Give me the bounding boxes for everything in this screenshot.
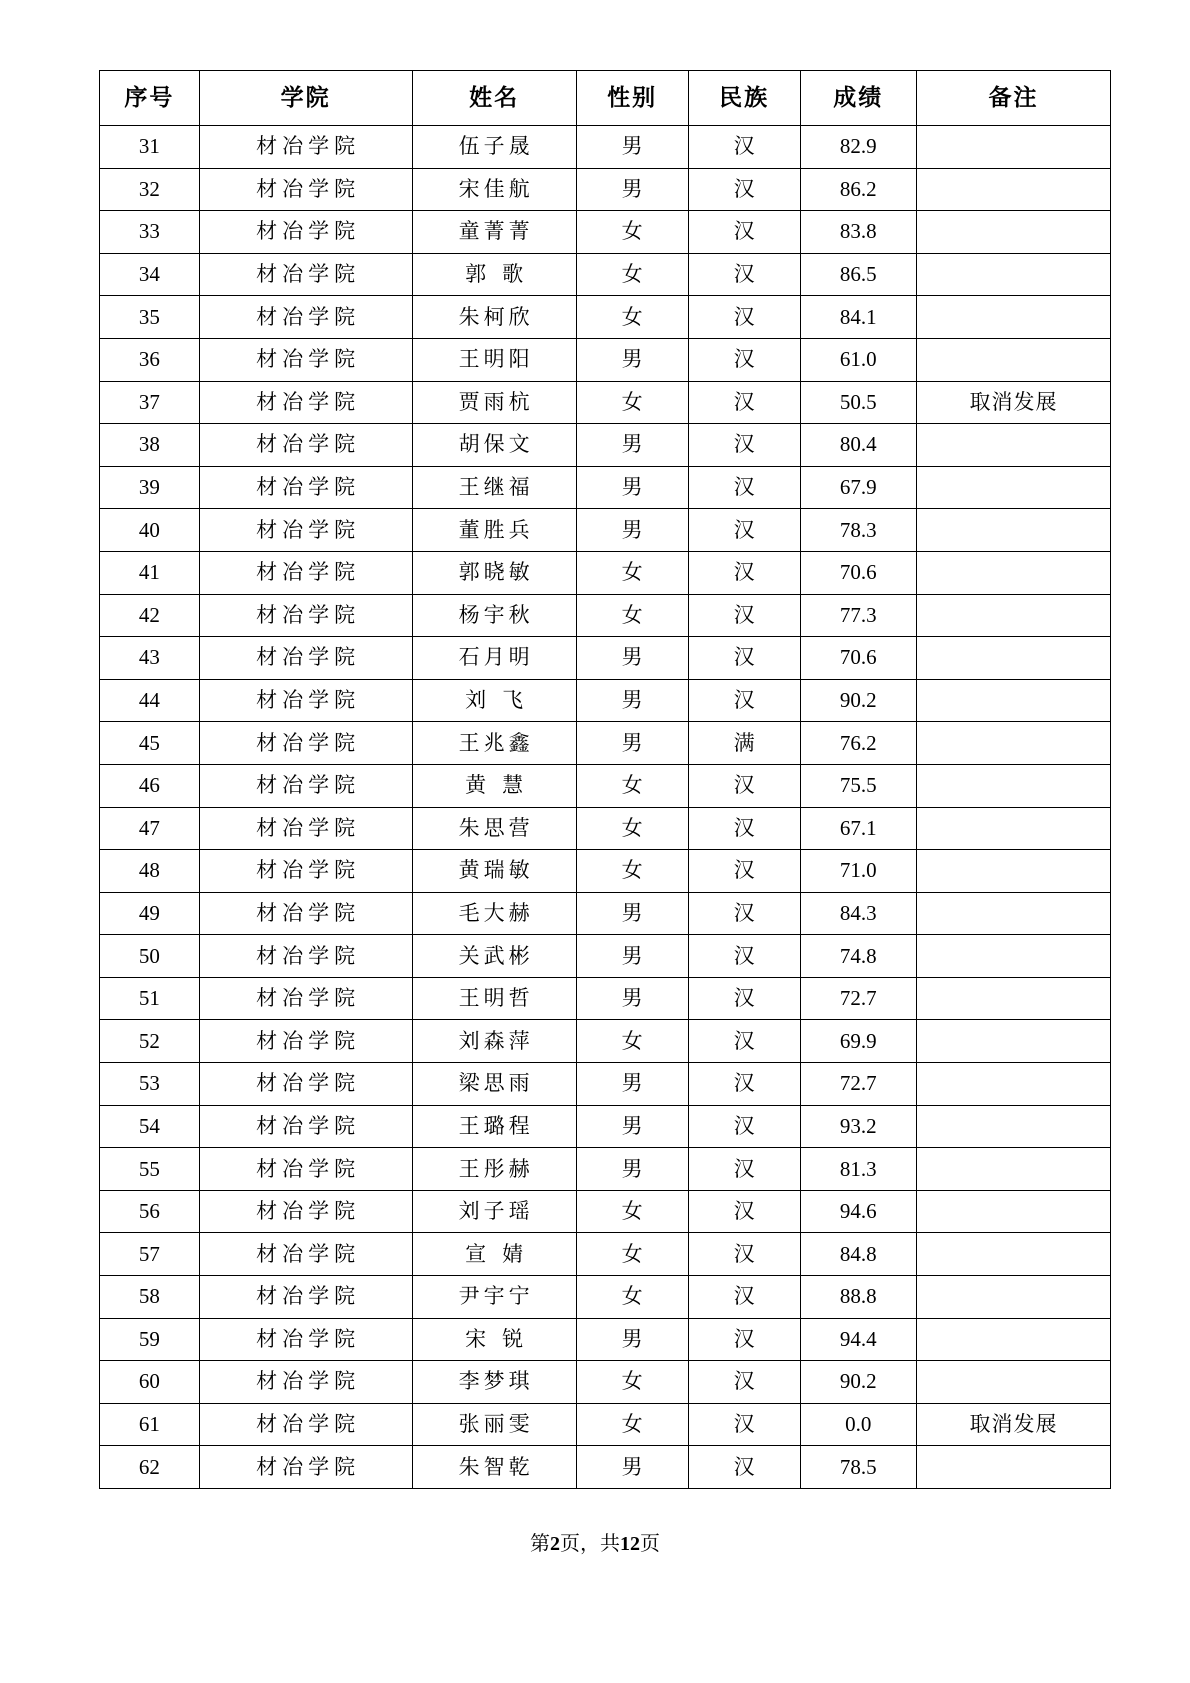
cell-name: 王明哲 (412, 977, 576, 1020)
cell-college: 材冶学院 (199, 892, 412, 935)
cell-score: 78.3 (800, 509, 916, 552)
cell-college: 材冶学院 (199, 594, 412, 637)
cell-gender: 女 (576, 594, 688, 637)
cell-score: 78.5 (800, 1446, 916, 1489)
cell-remark (916, 722, 1110, 765)
cell-gender: 女 (576, 764, 688, 807)
table-row (100, 296, 1111, 339)
cell-remark (916, 1446, 1110, 1489)
cell-gender: 女 (576, 551, 688, 594)
cell-name: 朱柯欣 (412, 296, 576, 339)
cell-ethnicity: 汉 (688, 1318, 800, 1361)
cell-score: 84.3 (800, 892, 916, 935)
column-header-college: 学院 (199, 71, 412, 126)
cell-remark (916, 466, 1110, 509)
cell-index: 59 (100, 1318, 200, 1361)
cell-score: 70.6 (800, 551, 916, 594)
table-row (100, 126, 1111, 169)
cell-college: 材冶学院 (199, 381, 412, 424)
cell-name: 宋佳航 (412, 168, 576, 211)
cell-college: 材冶学院 (199, 1105, 412, 1148)
table-row (100, 1276, 1111, 1319)
cell-ethnicity: 汉 (688, 1276, 800, 1319)
cell-index: 42 (100, 594, 200, 637)
cell-score: 80.4 (800, 424, 916, 467)
cell-name: 石月明 (412, 637, 576, 680)
cell-index: 43 (100, 637, 200, 680)
cell-gender: 男 (576, 168, 688, 211)
table-row (100, 211, 1111, 254)
cell-score: 84.8 (800, 1233, 916, 1276)
cell-score: 84.1 (800, 296, 916, 339)
cell-college: 材冶学院 (199, 807, 412, 850)
cell-index: 62 (100, 1446, 200, 1489)
cell-gender: 男 (576, 126, 688, 169)
cell-ethnicity: 汉 (688, 338, 800, 381)
cell-remark (916, 764, 1110, 807)
cell-name: 王继福 (412, 466, 576, 509)
cell-ethnicity: 汉 (688, 764, 800, 807)
cell-ethnicity: 汉 (688, 168, 800, 211)
cell-score: 82.9 (800, 126, 916, 169)
cell-college: 材冶学院 (199, 1148, 412, 1191)
cell-gender: 男 (576, 1446, 688, 1489)
cell-score: 75.5 (800, 764, 916, 807)
cell-college: 材冶学院 (199, 253, 412, 296)
cell-index: 57 (100, 1233, 200, 1276)
cell-index: 38 (100, 424, 200, 467)
table-row (100, 1318, 1111, 1361)
cell-score: 90.2 (800, 679, 916, 722)
cell-college: 材冶学院 (199, 637, 412, 680)
cell-index: 60 (100, 1361, 200, 1404)
table-row (100, 424, 1111, 467)
cell-score: 69.9 (800, 1020, 916, 1063)
cell-ethnicity: 汉 (688, 1403, 800, 1446)
table-row (100, 1446, 1111, 1489)
cell-ethnicity: 汉 (688, 211, 800, 254)
table-row (100, 1148, 1111, 1191)
cell-ethnicity: 汉 (688, 977, 800, 1020)
cell-score: 94.4 (800, 1318, 916, 1361)
cell-ethnicity: 汉 (688, 296, 800, 339)
cell-remark (916, 594, 1110, 637)
table-header-row (100, 71, 1111, 126)
cell-college: 材冶学院 (199, 1403, 412, 1446)
cell-ethnicity: 汉 (688, 1020, 800, 1063)
cell-college: 材冶学院 (199, 1276, 412, 1319)
cell-remark (916, 1105, 1110, 1148)
cell-gender: 女 (576, 253, 688, 296)
cell-remark (916, 1361, 1110, 1404)
cell-ethnicity: 汉 (688, 594, 800, 637)
cell-college: 材冶学院 (199, 1318, 412, 1361)
cell-name: 郭歌 (412, 253, 576, 296)
cell-gender: 女 (576, 1020, 688, 1063)
cell-ethnicity: 汉 (688, 1233, 800, 1276)
cell-gender: 男 (576, 338, 688, 381)
cell-index: 48 (100, 850, 200, 893)
cell-index: 46 (100, 764, 200, 807)
cell-name: 关武彬 (412, 935, 576, 978)
cell-college: 材冶学院 (199, 1361, 412, 1404)
roster-table (99, 70, 1111, 1489)
cell-remark (916, 807, 1110, 850)
cell-score: 72.7 (800, 1063, 916, 1106)
cell-college: 材冶学院 (199, 1063, 412, 1106)
cell-ethnicity: 汉 (688, 381, 800, 424)
cell-index: 33 (100, 211, 200, 254)
table-row (100, 381, 1111, 424)
cell-index: 51 (100, 977, 200, 1020)
cell-index: 49 (100, 892, 200, 935)
cell-remark (916, 977, 1110, 1020)
table-row (100, 637, 1111, 680)
cell-college: 材冶学院 (199, 126, 412, 169)
table-row (100, 977, 1111, 1020)
cell-remark (916, 1020, 1110, 1063)
cell-ethnicity: 汉 (688, 1446, 800, 1489)
cell-gender: 女 (576, 1403, 688, 1446)
cell-ethnicity: 汉 (688, 466, 800, 509)
cell-college: 材冶学院 (199, 1190, 412, 1233)
footer-suffix: 页 (640, 1533, 660, 1555)
cell-gender: 女 (576, 807, 688, 850)
column-header-index: 序号 (100, 71, 200, 126)
cell-index: 36 (100, 338, 200, 381)
cell-index: 31 (100, 126, 200, 169)
cell-ethnicity: 汉 (688, 424, 800, 467)
cell-name: 梁思雨 (412, 1063, 576, 1106)
cell-score: 93.2 (800, 1105, 916, 1148)
cell-college: 材冶学院 (199, 679, 412, 722)
table-row (100, 1063, 1111, 1106)
cell-index: 53 (100, 1063, 200, 1106)
cell-index: 44 (100, 679, 200, 722)
cell-name: 张丽雯 (412, 1403, 576, 1446)
cell-remark: 取消发展 (916, 1403, 1110, 1446)
cell-ethnicity: 满 (688, 722, 800, 765)
table-row (100, 168, 1111, 211)
footer-middle: 页，共 (560, 1533, 620, 1555)
cell-remark (916, 679, 1110, 722)
cell-name: 杨宇秋 (412, 594, 576, 637)
cell-ethnicity: 汉 (688, 1063, 800, 1106)
cell-gender: 男 (576, 424, 688, 467)
cell-gender: 女 (576, 381, 688, 424)
cell-score: 50.5 (800, 381, 916, 424)
cell-name: 刘子瑶 (412, 1190, 576, 1233)
cell-name: 毛大赫 (412, 892, 576, 935)
cell-gender: 女 (576, 1276, 688, 1319)
cell-score: 74.8 (800, 935, 916, 978)
cell-score: 67.1 (800, 807, 916, 850)
cell-index: 41 (100, 551, 200, 594)
cell-name: 王兆鑫 (412, 722, 576, 765)
cell-name: 黄瑞敏 (412, 850, 576, 893)
cell-gender: 男 (576, 892, 688, 935)
cell-index: 34 (100, 253, 200, 296)
cell-college: 材冶学院 (199, 722, 412, 765)
cell-name: 宋锐 (412, 1318, 576, 1361)
cell-remark (916, 637, 1110, 680)
cell-remark (916, 211, 1110, 254)
cell-college: 材冶学院 (199, 764, 412, 807)
table-row (100, 466, 1111, 509)
cell-name: 童菁菁 (412, 211, 576, 254)
cell-score: 81.3 (800, 1148, 916, 1191)
cell-remark (916, 1233, 1110, 1276)
cell-remark (916, 892, 1110, 935)
cell-index: 37 (100, 381, 200, 424)
cell-remark (916, 551, 1110, 594)
cell-ethnicity: 汉 (688, 126, 800, 169)
cell-index: 45 (100, 722, 200, 765)
cell-index: 35 (100, 296, 200, 339)
cell-college: 材冶学院 (199, 466, 412, 509)
cell-score: 70.6 (800, 637, 916, 680)
cell-name: 王璐程 (412, 1105, 576, 1148)
cell-college: 材冶学院 (199, 168, 412, 211)
cell-remark (916, 126, 1110, 169)
cell-remark (916, 168, 1110, 211)
cell-remark: 取消发展 (916, 381, 1110, 424)
cell-remark (916, 509, 1110, 552)
cell-name: 朱智乾 (412, 1446, 576, 1489)
cell-score: 90.2 (800, 1361, 916, 1404)
cell-name: 胡保文 (412, 424, 576, 467)
column-header-score: 成绩 (800, 71, 916, 126)
cell-gender: 女 (576, 1233, 688, 1276)
cell-college: 材冶学院 (199, 1446, 412, 1489)
table-row (100, 594, 1111, 637)
cell-gender: 男 (576, 722, 688, 765)
cell-gender: 女 (576, 850, 688, 893)
cell-remark (916, 338, 1110, 381)
cell-college: 材冶学院 (199, 551, 412, 594)
footer-page-number: 2 (550, 1533, 560, 1555)
cell-ethnicity: 汉 (688, 679, 800, 722)
cell-ethnicity: 汉 (688, 1105, 800, 1148)
column-header-remark: 备注 (916, 71, 1110, 126)
footer-prefix: 第 (530, 1533, 550, 1555)
table-row (100, 935, 1111, 978)
table-row (100, 551, 1111, 594)
cell-score: 88.8 (800, 1276, 916, 1319)
cell-college: 材冶学院 (199, 850, 412, 893)
table-row (100, 679, 1111, 722)
table-row (100, 509, 1111, 552)
cell-gender: 男 (576, 1063, 688, 1106)
cell-college: 材冶学院 (199, 338, 412, 381)
cell-score: 86.2 (800, 168, 916, 211)
cell-name: 贾雨杭 (412, 381, 576, 424)
cell-gender: 女 (576, 211, 688, 254)
cell-name: 刘飞 (412, 679, 576, 722)
cell-score: 77.3 (800, 594, 916, 637)
table-row (100, 1020, 1111, 1063)
cell-college: 材冶学院 (199, 296, 412, 339)
cell-score: 72.7 (800, 977, 916, 1020)
page-footer (0, 1527, 1190, 1556)
table-row (100, 253, 1111, 296)
cell-name: 王明阳 (412, 338, 576, 381)
cell-remark (916, 1148, 1110, 1191)
table-row (100, 338, 1111, 381)
cell-index: 54 (100, 1105, 200, 1148)
cell-score: 71.0 (800, 850, 916, 893)
table-row (100, 892, 1111, 935)
column-header-name: 姓名 (412, 71, 576, 126)
cell-remark (916, 296, 1110, 339)
cell-index: 47 (100, 807, 200, 850)
cell-gender: 男 (576, 679, 688, 722)
table-row (100, 1233, 1111, 1276)
cell-college: 材冶学院 (199, 211, 412, 254)
cell-name: 黄慧 (412, 764, 576, 807)
cell-college: 材冶学院 (199, 1233, 412, 1276)
cell-ethnicity: 汉 (688, 637, 800, 680)
cell-score: 0.0 (800, 1403, 916, 1446)
cell-gender: 男 (576, 1318, 688, 1361)
cell-name: 郭晓敏 (412, 551, 576, 594)
table-row (100, 807, 1111, 850)
cell-remark (916, 1276, 1110, 1319)
cell-name: 王彤赫 (412, 1148, 576, 1191)
cell-gender: 男 (576, 509, 688, 552)
cell-remark (916, 1063, 1110, 1106)
cell-college: 材冶学院 (199, 1020, 412, 1063)
table-row (100, 722, 1111, 765)
cell-college: 材冶学院 (199, 935, 412, 978)
cell-ethnicity: 汉 (688, 1190, 800, 1233)
cell-index: 58 (100, 1276, 200, 1319)
table-row (100, 1190, 1111, 1233)
cell-remark (916, 935, 1110, 978)
cell-score: 76.2 (800, 722, 916, 765)
cell-gender: 男 (576, 466, 688, 509)
cell-index: 61 (100, 1403, 200, 1446)
cell-gender: 男 (576, 935, 688, 978)
table-row (100, 764, 1111, 807)
cell-remark (916, 424, 1110, 467)
cell-name: 李梦琪 (412, 1361, 576, 1404)
cell-index: 56 (100, 1190, 200, 1233)
cell-gender: 女 (576, 1190, 688, 1233)
cell-ethnicity: 汉 (688, 509, 800, 552)
cell-gender: 男 (576, 1148, 688, 1191)
roster-table-container (99, 70, 1111, 1489)
cell-ethnicity: 汉 (688, 807, 800, 850)
cell-name: 伍子晟 (412, 126, 576, 169)
column-header-ethnicity: 民族 (688, 71, 800, 126)
cell-index: 39 (100, 466, 200, 509)
cell-ethnicity: 汉 (688, 1361, 800, 1404)
cell-index: 50 (100, 935, 200, 978)
cell-score: 83.8 (800, 211, 916, 254)
cell-ethnicity: 汉 (688, 892, 800, 935)
cell-name: 尹宇宁 (412, 1276, 576, 1319)
cell-gender: 男 (576, 977, 688, 1020)
table-row (100, 1361, 1111, 1404)
cell-college: 材冶学院 (199, 977, 412, 1020)
cell-ethnicity: 汉 (688, 253, 800, 296)
cell-index: 40 (100, 509, 200, 552)
cell-gender: 男 (576, 1105, 688, 1148)
cell-index: 52 (100, 1020, 200, 1063)
cell-ethnicity: 汉 (688, 551, 800, 594)
footer-total-pages: 12 (620, 1533, 640, 1555)
cell-score: 94.6 (800, 1190, 916, 1233)
cell-gender: 男 (576, 637, 688, 680)
table-row (100, 1403, 1111, 1446)
table-row (100, 1105, 1111, 1148)
cell-score: 61.0 (800, 338, 916, 381)
cell-remark (916, 253, 1110, 296)
cell-ethnicity: 汉 (688, 850, 800, 893)
cell-index: 55 (100, 1148, 200, 1191)
cell-college: 材冶学院 (199, 424, 412, 467)
cell-gender: 女 (576, 1361, 688, 1404)
cell-gender: 女 (576, 296, 688, 339)
cell-ethnicity: 汉 (688, 935, 800, 978)
cell-name: 朱思营 (412, 807, 576, 850)
cell-college: 材冶学院 (199, 509, 412, 552)
cell-name: 刘森萍 (412, 1020, 576, 1063)
cell-ethnicity: 汉 (688, 1148, 800, 1191)
cell-remark (916, 850, 1110, 893)
table-row (100, 850, 1111, 893)
cell-index: 32 (100, 168, 200, 211)
cell-name: 宣婧 (412, 1233, 576, 1276)
cell-remark (916, 1318, 1110, 1361)
column-header-gender: 性别 (576, 71, 688, 126)
cell-remark (916, 1190, 1110, 1233)
cell-score: 67.9 (800, 466, 916, 509)
cell-score: 86.5 (800, 253, 916, 296)
cell-name: 董胜兵 (412, 509, 576, 552)
